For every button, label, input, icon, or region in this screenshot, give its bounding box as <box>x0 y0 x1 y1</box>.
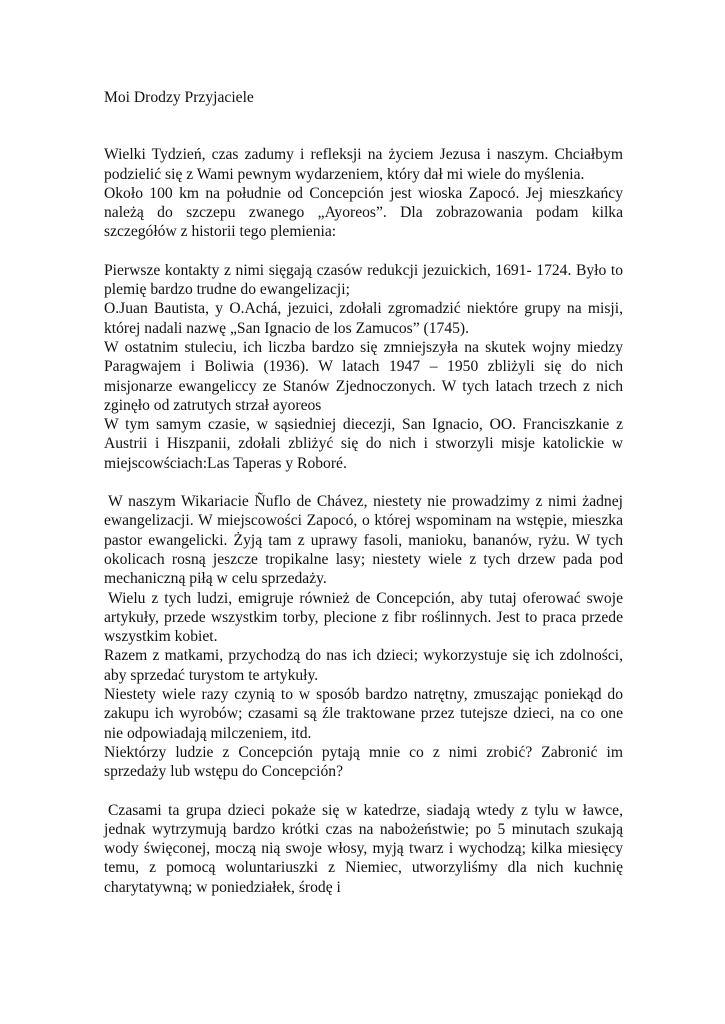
paragraph-block-vicariate <box>104 492 623 781</box>
letter-greeting: Moi Drodzy Przyjaciele <box>104 89 254 106</box>
paragraph-vicariate: W naszym Wikariacie Ñuflo de Chávez, niestety nie prowadzimy z nimi żadnej ewangelizacji. W miejscowości Zapocó, o której wspominam na wstępie, mieszka pastor ewangelicki. Żyją tam z uprawy fasoli, manioku, bananów, ryżu. W tych okolicach rosną jeszcze tropikalne lasy; niestety wiele z tych drzew pada pod mechaniczną piłą w celu sprzedaży. <box>104 493 623 588</box>
paragraph-last-century: W ostatnim stuleciu, ich liczba bardzo się zmniejszyła na skutek wojny miedzy Paragwajem i Boliwia (1936). W latach 1947 – 1950 zbliżyli się do nich misjonarze ewangeliccy ze Stanów Zjednoczonych. W tych latach trzech z nich zginęło od zatrutych strzał ayoreos <box>104 338 623 414</box>
paragraph-franciscans: W tym samym czasie, w sąsiedniej diecezji, San Ignacio, OO. Franciszkanie z Austrii i Hiszpanii, zdołali zbliżyć się do nich i stworzyli misje katolickie w miejscowściach:Las Taperas y Roboré. <box>104 416 623 472</box>
paragraph-emigration: Wielu z tych ludzi, emigruje również de Concepción, aby tutaj oferować swoje artykuły, przede wszystkim torby, plecione z fibr roślinnych. Jest to praca przede wszystkim kobiet. <box>104 589 623 646</box>
paragraph-zapoco-village: Około 100 km na południe od Concepción jest wioska Zapocó. Jej mieszkańcy należą do szczepu zwanego „Ayoreos”. Dla zobrazowania podam kilka szczegółów z historii tego plemienia: <box>104 184 623 241</box>
paragraph-block-cathedral <box>104 801 623 897</box>
paragraph-holy-week: Wielki Tydzień, czas zadumy i refleksji na życiem Jezusa i naszym. Chciałbym podzielić się z Wami pewnym wydarzeniem, który dał mi wiele do myślenia. <box>104 146 623 183</box>
letter-body <box>104 88 623 916</box>
paragraph-block-history <box>104 261 623 473</box>
paragraph-children: Razem z matkami, przychodzą do nas ich dzieci; wykorzystuje się ich zdolności, aby sprzedać turystom te artykuły. <box>104 647 623 684</box>
paragraph-cathedral: Czasami ta grupa dzieci pokaże się w katedrze, siadają wtedy z tylu w ławce, jednak wytrzymują bardzo krótki czas na nabożeństwie; po 5 minutach szukają wody święconej, moczą nią swoje włosy, myją twarz i wychodzą; kilka miesięcy temu, z pomocą woluntariuszki z Niemiec, utworzyliśmy dla nich kuchnię charytatywną; w poniedziałek, środę i <box>104 801 623 896</box>
paragraph-question: Niektórzy ludzie z Concepción pytają mnie co z nimi zrobić? Zabronić im sprzedaży lub wstępu do Concepción? <box>104 743 623 781</box>
paragraph-block-holy-week <box>104 145 623 241</box>
paragraph-intrusive-selling: Niestety wiele razy czynią to w sposób bardzo natrętny, zmuszając poniekąd do zakupu ich wyrobów; czasami są źle traktowane przez tutejsze dzieci, na co one nie odpowiadają milczeniem, itd. <box>104 686 623 742</box>
paragraph-first-contacts: Pierwsze kontakty z nimi sięgają czasów redukcji jezuickich, 1691- 1724. Było to plemię bardzo trudne do ewangelizacji; <box>104 261 623 299</box>
paragraph-jesuits-mission: O.Juan Bautista, y O.Achá, jezuici, zdołali zgromadzić niektóre grupy na misji, której nadali nazwę „San Ignacio de los Zamucos” (1745). <box>104 300 623 337</box>
